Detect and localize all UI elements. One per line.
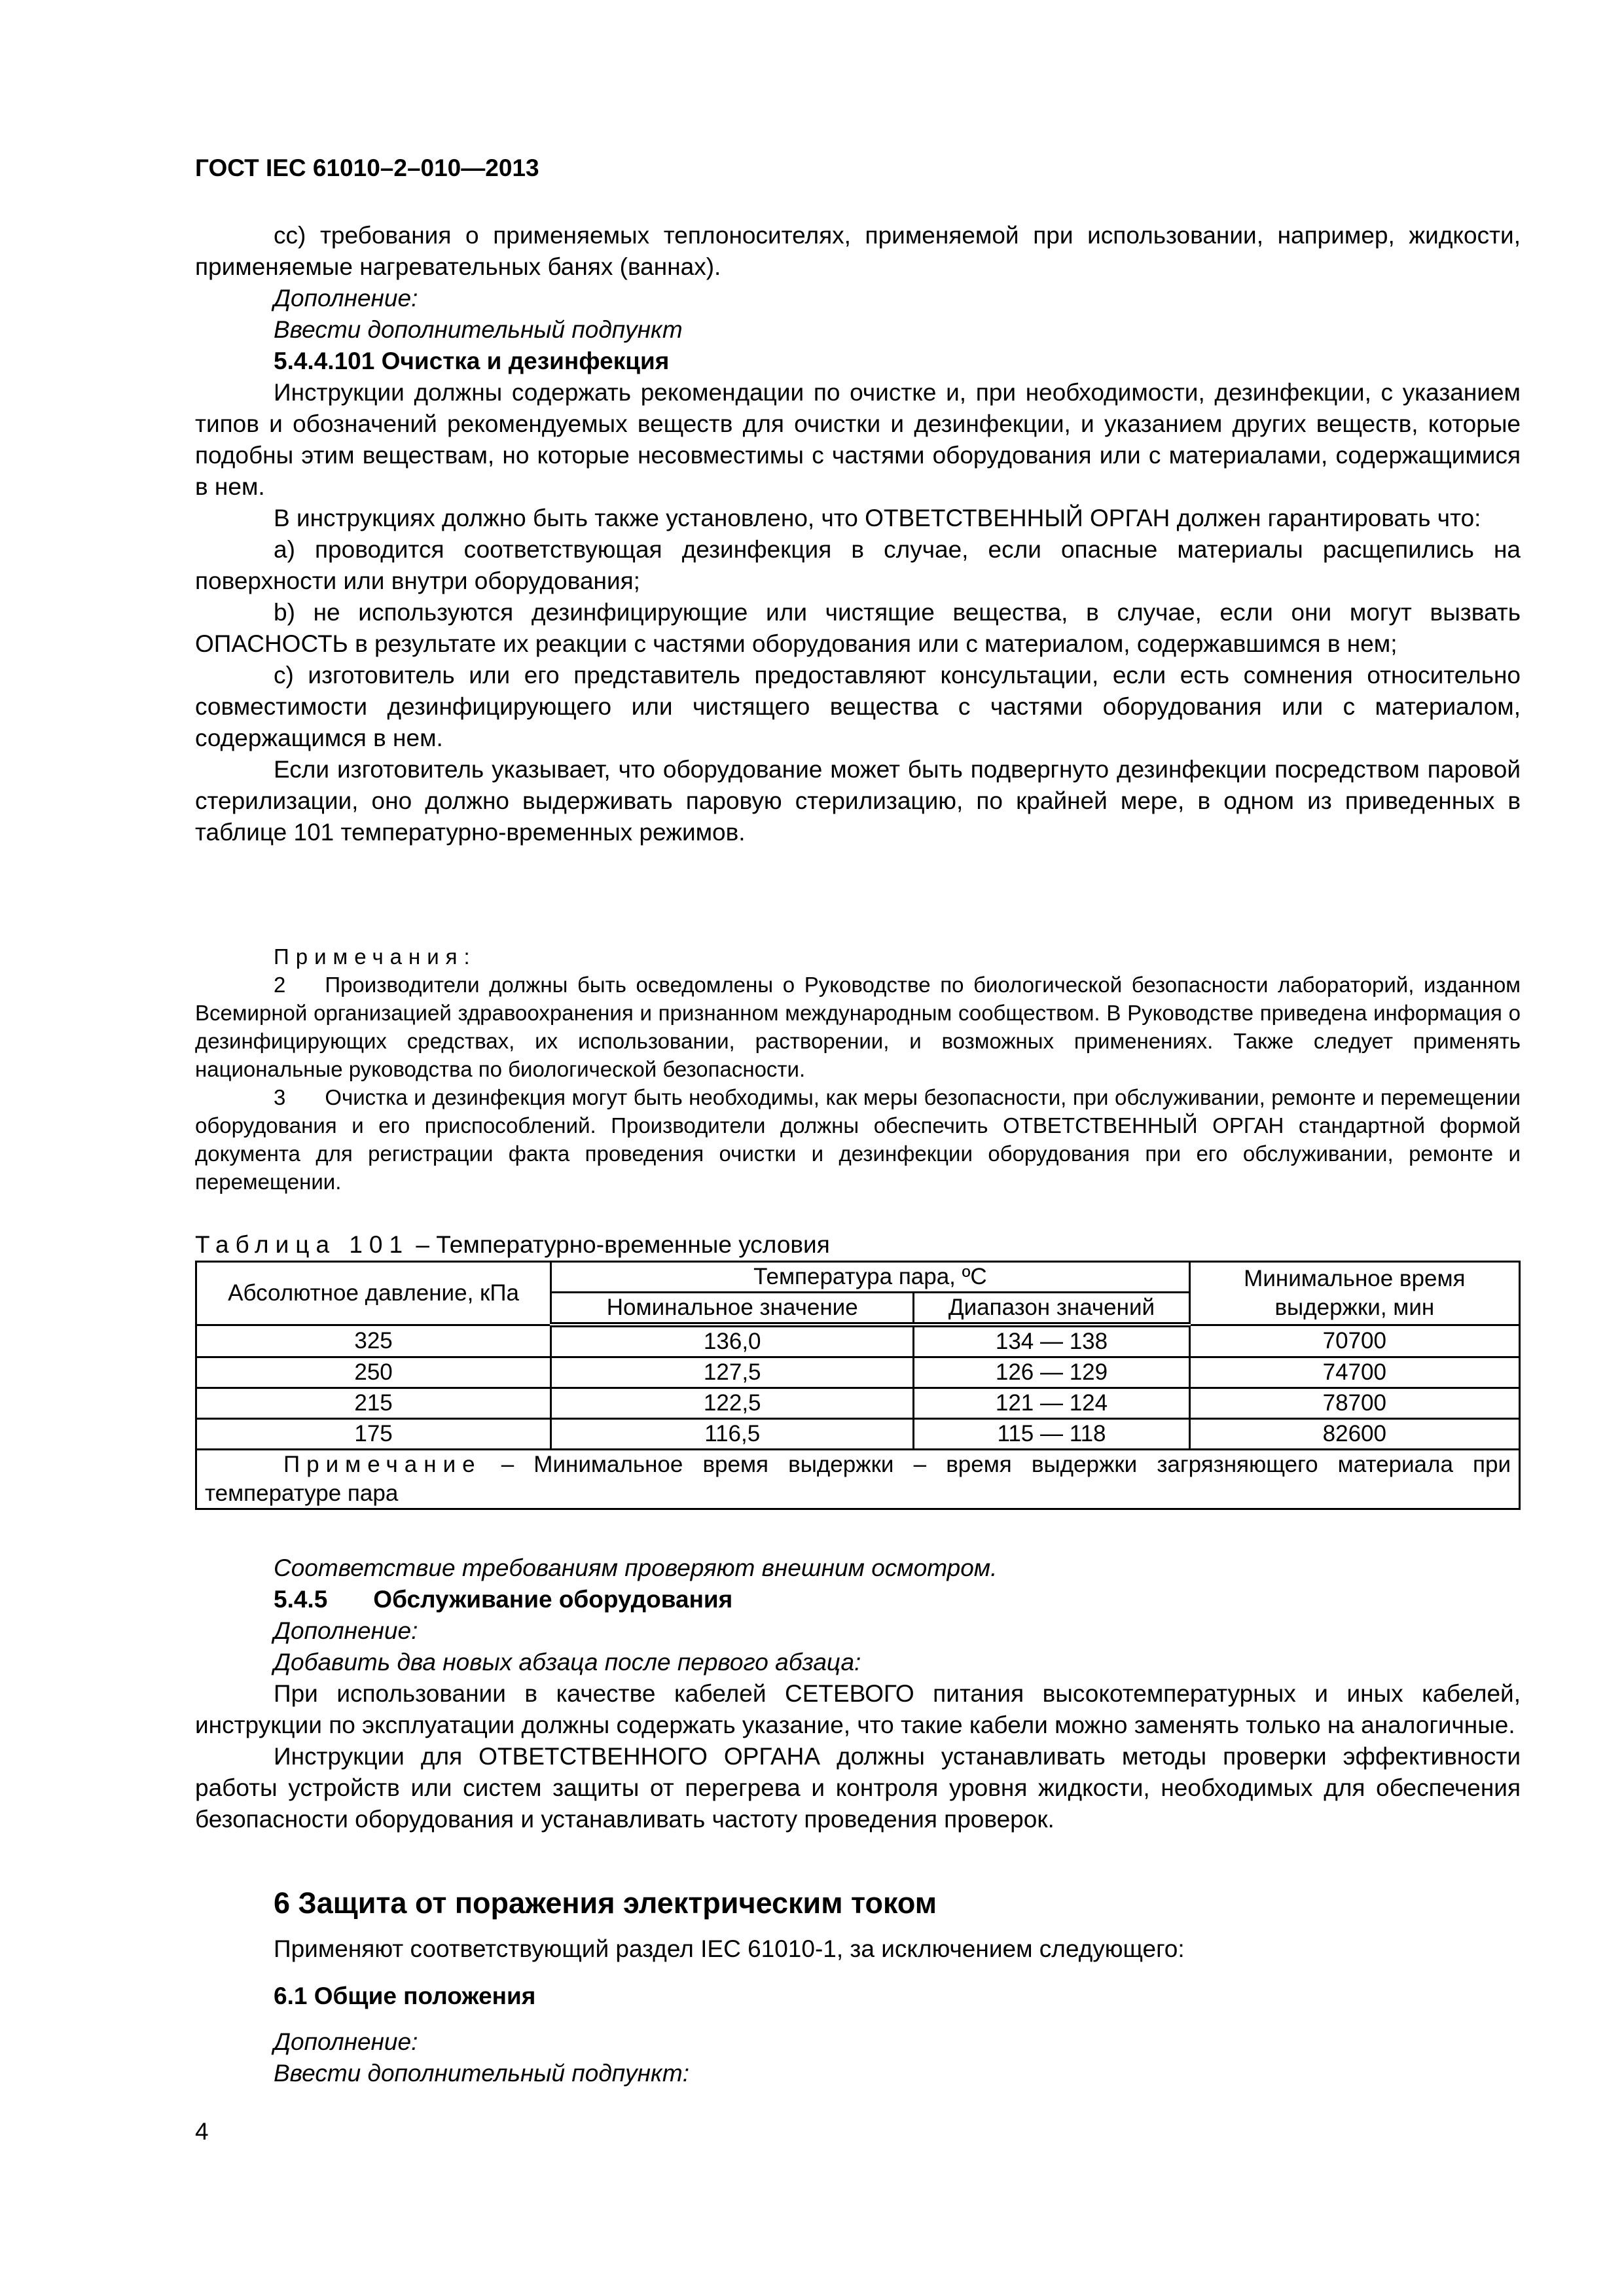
cell: 116,5	[551, 1419, 914, 1450]
heading-text: Обслуживание оборудования	[373, 1586, 733, 1613]
cell: 122,5	[551, 1388, 914, 1419]
header-pressure: Абсолютное давление, кПа	[196, 1262, 551, 1325]
document-header: ГОСТ IEC 61010–2–010—2013	[195, 154, 539, 181]
note-label: Примечание	[283, 1452, 482, 1477]
addition-label: Дополнение:	[274, 285, 418, 312]
addition-instruction: Ввести дополнительный подпункт:	[274, 2060, 690, 2087]
cell: 78700	[1189, 1388, 1519, 1419]
paragraph: Инструкции должны содержать рекомендации по очистке и, при необходимости, дезинфекции, с указанием типов и обозначений рекомендуемых веществ для очистки и дезинфекции, и указанием других веществ, которые подобны этим веществам, но которые несовместимы с частями оборудования или с материалами, содержащимися в нем.	[195, 379, 1521, 500]
addition-label: Дополнение:	[274, 1617, 418, 1644]
cell: 82600	[1189, 1419, 1519, 1450]
page-number: 4	[195, 2118, 209, 2145]
list-item: a) проводится соответствующая дезинфекция в случае, если опасные материалы расщепились на поверхности или внутри оборудования;	[195, 536, 1521, 594]
subsection-heading: 6.1 Общие положения	[274, 1982, 536, 2009]
list-item: b) не используются дезинфицирующие или чистящие вещества, в случае, если они могут вызвать ОПАСНОСТЬ в результате их реакции с частями оборудования или с материалом, содержавшимся в нем;	[195, 599, 1521, 657]
paragraph: Если изготовитель указывает, что оборудование может быть подвергнуто дезинфекции посредством паровой стерилизации, оно должно выдерживать паровую стерилизацию, по крайней мере, в одном из приведенных в таблице 101 температурно-временных режимов.	[195, 756, 1521, 846]
header-nominal: Номинальное значение	[551, 1293, 914, 1325]
table-row	[196, 1419, 1520, 1450]
section-6	[195, 1885, 1521, 2089]
table-row	[196, 1357, 1520, 1388]
paragraph: Инструкции для ОТВЕТСТВЕННОГО ОРГАНА должны устанавливать методы проверки эффективности работы устройств или систем защиты от перегрева и контроля уровня жидкости, необходимых для обеспечения безопасности оборудования и устанавливать частоту проведения проверок.	[195, 1743, 1521, 1833]
cell: 175	[196, 1419, 551, 1450]
header-temperature: Температура пара, ºC	[551, 1262, 1190, 1293]
cell: 136,0	[551, 1325, 914, 1357]
note-3	[195, 1083, 1521, 1196]
notes-block	[195, 942, 1521, 1196]
header-range: Диапазон значений	[914, 1293, 1189, 1325]
cell: 70700	[1189, 1325, 1519, 1357]
note-number: 3	[274, 1085, 286, 1109]
paragraph: При использовании в качестве кабелей СЕТЕВОГО питания высокотемпературных и иных кабелей, инструкции по эксплуатации должны содержать указание, что такие кабели можно заменять только на аналогичные.	[195, 1680, 1521, 1738]
table-row	[196, 1325, 1520, 1357]
section-cleaning	[195, 220, 1521, 848]
table-note	[196, 1450, 1520, 1509]
cell: 115 — 118	[914, 1419, 1189, 1450]
subclause-heading: 5.4.4.101 Очистка и дезинфекция	[274, 348, 670, 374]
note-text: – Минимальное время выдержки – время выдержки загрязняющего материала при температуре пара	[205, 1452, 1511, 1506]
note-number: 2	[274, 973, 286, 997]
cell: 250	[196, 1357, 551, 1388]
caption-label: Таблица 101	[195, 1231, 410, 1258]
caption-text: – Температурно-временные условия	[409, 1231, 830, 1258]
section-maintenance	[195, 1552, 1521, 1835]
cell: 134 — 138	[914, 1325, 1189, 1357]
compliance-text: Соответствие требованиям проверяют внешним осмотром.	[274, 1554, 998, 1581]
heading-number: 5.4.5	[274, 1586, 328, 1613]
addition-label: Дополнение:	[274, 2028, 418, 2055]
cell: 215	[196, 1388, 551, 1419]
cell: 74700	[1189, 1357, 1519, 1388]
addition-instruction: Добавить два новых абзаца после первого абзаца:	[274, 1649, 861, 1676]
note-text: Производители должны быть осведомлены о Руководстве по биологической безопасности лабораторий, изданном Всемирной организацией здравоохранения и признанном международным сообществом. В Руководстве приведена информация о дезинфицирующих средствах, их использовании, растворении, и возможных применениях. Также следует применять национальные руководства по биологической безопасности.	[195, 973, 1521, 1081]
cell: 126 — 129	[914, 1357, 1189, 1388]
table-caption	[195, 1229, 1521, 1261]
subclause-heading	[195, 1584, 1521, 1615]
paragraph: сс) требования о применяемых теплоносителях, применяемой при использовании, например, жидкости, применяемые нагревательных банях (ваннах).	[195, 222, 1521, 280]
section-heading: 6 Защита от поражения электрическим током	[274, 1886, 937, 1920]
cell: 325	[196, 1325, 551, 1357]
list-item: c) изготовитель или его представитель предоставляют консультации, если есть сомнения относительно совместимости дезинфицирующего или чистящего вещества с частями оборудования или с материалом, содержащимся в нем.	[195, 662, 1521, 751]
notes-title: Примечания:	[274, 944, 477, 969]
table-101	[195, 1261, 1521, 1510]
addition-instruction: Ввести дополнительный подпункт	[274, 316, 683, 343]
cell: 121 — 124	[914, 1388, 1189, 1419]
table-block	[195, 1229, 1521, 1510]
cell: 127,5	[551, 1357, 914, 1388]
paragraph: Применяют соответствующий раздел IEC 61010-1, за исключением следующего:	[274, 1935, 1185, 1962]
paragraph: В инструкциях должно быть также установлено, что ОТВЕТСТВЕННЫЙ ОРГАН должен гарантировать что:	[274, 505, 1481, 531]
note-text: Очистка и дезинфекция могут быть необходимы, как меры безопасности, при обслуживании, ремонте и перемещении оборудования и его приспособлений. Производители должны обеспечить ОТВЕТСТВЕННЫЙ ОРГАН стандартной формой документа для регистрации факта проведения очистки и дезинфекции оборудования при его обслуживании, ремонте и перемещении.	[195, 1085, 1521, 1194]
header-min-time: Минимальное время выдержки, мин	[1189, 1262, 1519, 1325]
table-row	[196, 1388, 1520, 1419]
note-2	[195, 971, 1521, 1083]
table-note-row	[196, 1450, 1520, 1509]
